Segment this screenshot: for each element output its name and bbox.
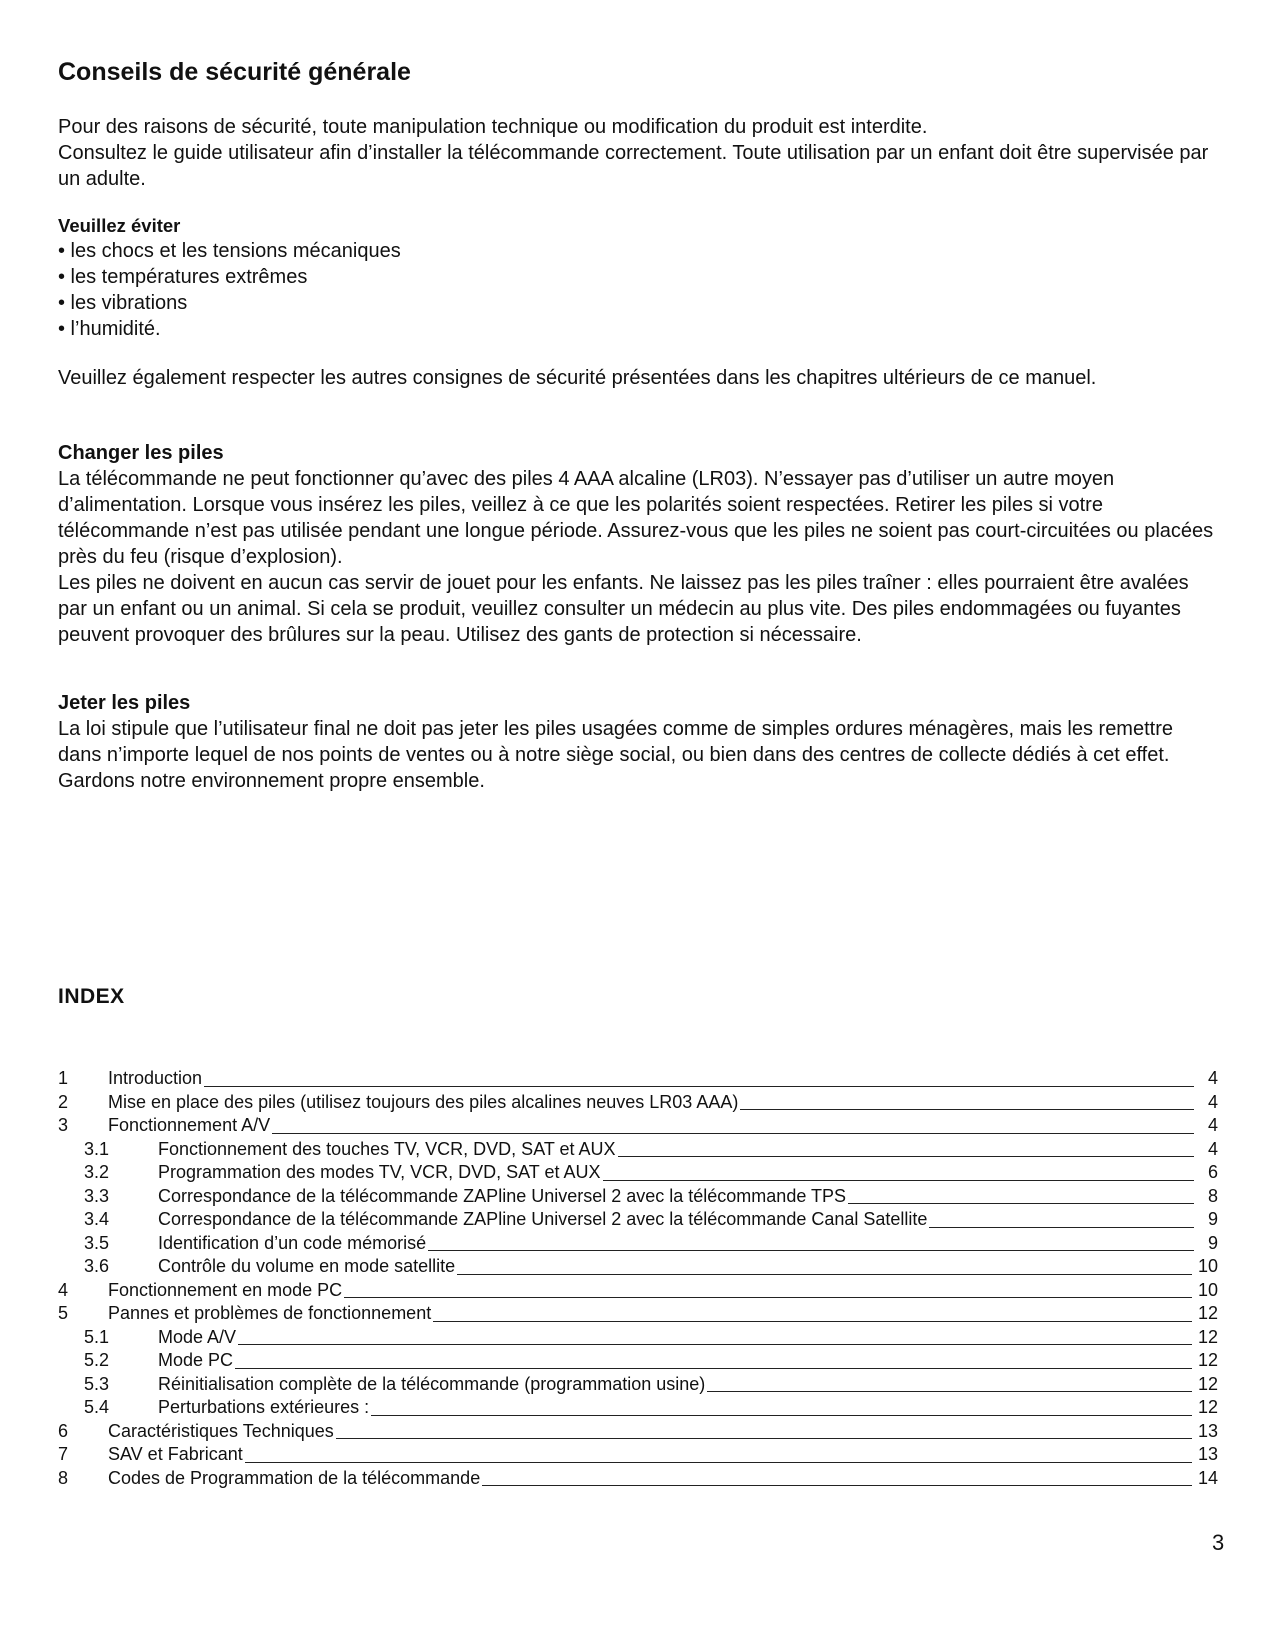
safety-title: Conseils de sécurité générale [58, 58, 411, 86]
toc-entry[interactable] [58, 1467, 1218, 1491]
toc-leader [428, 1250, 1194, 1251]
toc-leader [344, 1297, 1192, 1298]
toc-title: Correspondance de la télécommande ZAPline Universel 2 avec la télécommande Canal Satellite [158, 1209, 928, 1229]
battery-disposal-title: Jeter les piles [58, 692, 191, 714]
toc-entry[interactable] [58, 1302, 1218, 1326]
toc-page: 12 [1197, 1397, 1218, 1417]
toc-title: Identification d’un code mémorisé [158, 1232, 427, 1253]
battery-disposal-paragraph: La loi stipule que l’utilisateur final ne doit pas jeter les piles usagées comme de simples ordures ménagères, mais les remettre dans n’importe lequel de nos points de ventes ou à notre siège social, ou bien dans des centres de collecte dédiés à cet effet. Gardons notre environnement propre ensemble. [58, 718, 1173, 792]
toc-title: Fonctionnement des touches TV, VCR, DVD, SAT et AUX [158, 1138, 616, 1159]
index-title: INDEX [58, 985, 125, 1008]
toc-title: Fonctionnement en mode PC [108, 1279, 343, 1300]
toc-number: 3.5 [84, 1232, 110, 1253]
toc-title: SAV et Fabricant [108, 1444, 243, 1464]
battery-change-paragraph-2: Les piles ne doivent en aucun cas servir de jouet pour les enfants. Ne laissez pas les piles traîner : elles pourraient être avalées par un enfant ou un animal. Si cela se produit, veuillez consulter un médecin au plus vite. Des piles endommagées ou fuyantes peuvent provoquer des brûlures sur la peau. Utilisez des gants de protection si nécessaire. [58, 572, 1189, 646]
toc-page: 4 [1207, 1068, 1218, 1088]
toc-page: 12 [1197, 1350, 1218, 1370]
toc-number: 5.2 [84, 1350, 110, 1370]
toc-page: 9 [1207, 1209, 1218, 1229]
avoid-section [58, 214, 1218, 342]
toc-title: Perturbations extérieures : [158, 1397, 370, 1417]
avoid-title: Veuillez éviter [58, 215, 181, 236]
toc-number: 7 [58, 1444, 69, 1464]
toc-page: 12 [1197, 1303, 1218, 1323]
toc-leader [848, 1203, 1194, 1204]
toc-page: 14 [1197, 1467, 1218, 1488]
toc-page: 10 [1197, 1256, 1218, 1276]
toc-number: 5.4 [84, 1397, 110, 1417]
toc-leader [433, 1321, 1192, 1322]
toc-title: Pannes et problèmes de fonctionnement [108, 1303, 432, 1323]
toc-number: 4 [58, 1279, 69, 1300]
battery-change-paragraph-1: La télécommande ne peut fonctionner qu’avec des piles 4 AAA alcaline (LR03). N’essayer pas d’utiliser un autre moyen d’alimentation. Lorsque vous insérez les piles, veillez à ce que les polarités soient respectées. Retirer les piles si votre télécommande n’est pas utilisée pendant une longue période. Assurez-vous que les piles ne soient pas court-circuitées ou placées près du feu (risque d’explosion). [58, 468, 1214, 568]
toc-page: 4 [1207, 1138, 1218, 1159]
toc-leader [457, 1274, 1192, 1275]
other-safety-paragraph [58, 365, 1218, 391]
toc-entry[interactable] [58, 1443, 1218, 1467]
toc-number: 5.1 [84, 1326, 110, 1347]
toc-page: 12 [1197, 1326, 1218, 1347]
toc-page: 10 [1197, 1279, 1218, 1300]
toc-entry[interactable] [58, 1138, 1218, 1162]
safety-intro-line-2: Consultez le guide utilisateur afin d’installer la télécommande correctement. Toute utilisation par un enfant doit être supervisée par un adulte. [58, 142, 1209, 190]
toc-entry[interactable] [58, 1420, 1218, 1444]
toc-entry[interactable] [58, 1279, 1218, 1303]
toc-title: Introduction [108, 1068, 203, 1088]
toc-page: 12 [1197, 1373, 1218, 1394]
toc-title: Réinitialisation complète de la télécommande (programmation usine) [158, 1373, 706, 1394]
toc-number: 1 [58, 1068, 69, 1088]
toc-page: 13 [1197, 1444, 1218, 1464]
avoid-item: • les températures extrêmes [58, 266, 308, 288]
toc-entry[interactable] [58, 1326, 1218, 1350]
toc-entry[interactable] [58, 1114, 1218, 1138]
table-of-contents [58, 1067, 1218, 1490]
toc-number: 8 [58, 1467, 69, 1488]
toc-title: Correspondance de la télécommande ZAPline Universel 2 avec la télécommande TPS [158, 1185, 847, 1206]
avoid-item: • l’humidité. [58, 318, 161, 340]
toc-leader [235, 1368, 1192, 1369]
toc-leader [482, 1485, 1192, 1486]
page-number: 3 [1212, 1530, 1225, 1555]
toc-number: 3.3 [84, 1185, 110, 1206]
avoid-item: • les chocs et les tensions mécaniques [58, 240, 401, 262]
toc-title: Mode A/V [158, 1326, 237, 1347]
toc-entry[interactable] [58, 1373, 1218, 1397]
toc-page: 4 [1207, 1091, 1218, 1112]
safety-intro [58, 114, 1218, 192]
toc-number: 3.6 [84, 1256, 110, 1276]
toc-leader [336, 1438, 1192, 1439]
toc-title: Mise en place des piles (utilisez toujours des piles alcalines neuves LR03 AAA) [108, 1091, 739, 1112]
toc-number: 3.2 [84, 1162, 110, 1182]
toc-number: 3.4 [84, 1209, 110, 1229]
safety-intro-line-1: Pour des raisons de sécurité, toute manipulation technique ou modification du produit est interdite. [58, 116, 928, 138]
toc-leader [740, 1109, 1194, 1110]
other-safety-text: Veuillez également respecter les autres consignes de sécurité présentées dans les chapitres ultérieurs de ce manuel. [58, 367, 1097, 389]
toc-title: Contrôle du volume en mode satellite [158, 1256, 456, 1276]
toc-page: 4 [1207, 1115, 1218, 1135]
toc-entry[interactable] [58, 1349, 1218, 1373]
toc-number: 3 [58, 1115, 69, 1135]
toc-title: Programmation des modes TV, VCR, DVD, SAT et AUX [158, 1162, 601, 1182]
toc-entry[interactable] [58, 1396, 1218, 1420]
toc-page: 9 [1207, 1232, 1218, 1253]
toc-entry[interactable] [58, 1067, 1218, 1091]
toc-title: Fonctionnement A/V [108, 1115, 271, 1135]
toc-title: Caractéristiques Techniques [108, 1420, 334, 1441]
toc-leader [238, 1344, 1192, 1345]
toc-entry[interactable] [58, 1255, 1218, 1279]
toc-leader [371, 1415, 1192, 1416]
toc-entry[interactable] [58, 1185, 1218, 1209]
toc-entry[interactable] [58, 1208, 1218, 1232]
toc-leader [618, 1156, 1194, 1157]
toc-entry[interactable] [58, 1091, 1218, 1115]
toc-number: 5 [58, 1303, 69, 1323]
toc-page: 8 [1207, 1185, 1218, 1206]
toc-number: 5.3 [84, 1373, 110, 1394]
toc-page: 6 [1207, 1162, 1218, 1182]
toc-leader [272, 1133, 1194, 1134]
toc-title: Codes de Programmation de la télécommande [108, 1467, 481, 1488]
toc-leader [245, 1462, 1192, 1463]
toc-title: Mode PC [158, 1350, 234, 1370]
toc-entry[interactable] [58, 1161, 1218, 1185]
battery-disposal-section [58, 690, 1218, 794]
toc-number: 2 [58, 1091, 69, 1112]
toc-entry[interactable] [58, 1232, 1218, 1256]
toc-number: 6 [58, 1420, 69, 1441]
toc-number: 3.1 [84, 1138, 110, 1159]
avoid-item: • les vibrations [58, 292, 188, 314]
toc-leader [929, 1227, 1194, 1228]
toc-leader [707, 1391, 1192, 1392]
toc-leader [603, 1180, 1194, 1181]
battery-change-title: Changer les piles [58, 442, 224, 464]
toc-leader [204, 1086, 1194, 1087]
battery-change-section [58, 440, 1218, 648]
toc-page: 13 [1197, 1420, 1218, 1441]
